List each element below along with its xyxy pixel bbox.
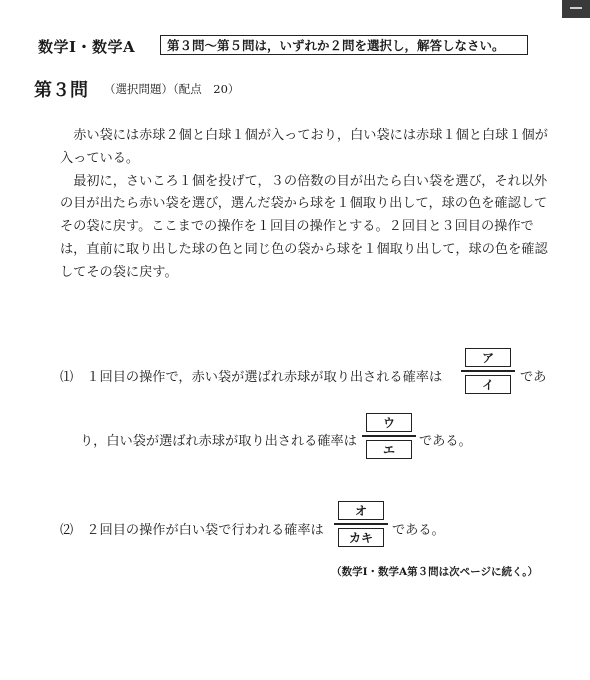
fraction-o-kaki — [338, 501, 384, 547]
paragraph-2: 最初に，さいころ１個を投げて，３の倍数の目が出たら白い袋を選び，それ以外の目が出たら赤い袋を選び，選んだ袋から球を１個取り出して，球の色を確認してその袋に戻す。ここまでの操作を１回目の操作とする。２回目と３回目の操作では，直前に取り出した球の色と同じ色の袋から球を１個取り出して，球の色を確認してその袋に戻す。 — [60, 173, 548, 280]
answer-box-i[interactable]: イ — [465, 375, 511, 394]
fraction-bar — [362, 435, 416, 437]
continued-note: （数学Ⅰ・数学A第３問は次ページに続く。） — [331, 566, 538, 578]
part1-line2-end: である。 — [419, 434, 472, 449]
part1-line2: り，白い袋が選ばれ赤球が取り出される確率は — [80, 434, 357, 449]
answer-box-o[interactable]: オ — [338, 501, 384, 520]
answer-box-u[interactable]: ウ — [366, 413, 412, 432]
part1-line1: ⑴ １回目の操作で，赤い袋が選ばれ赤球が取り出される確率は — [60, 370, 443, 385]
fraction-a-i — [465, 348, 511, 394]
fraction-bar — [334, 523, 388, 525]
fraction-u-e — [366, 413, 412, 459]
question-subtitle: （選択問題）（配点 20） — [104, 82, 240, 96]
answer-box-e[interactable]: エ — [366, 440, 412, 459]
part2-line: ⑵ ２回目の操作が白い袋で行われる確率は — [60, 523, 324, 538]
answer-box-a[interactable]: ア — [465, 348, 511, 367]
part2-line-end: である。 — [392, 523, 445, 538]
answer-box-kaki[interactable]: カキ — [338, 528, 384, 547]
problem-statement — [60, 125, 556, 285]
part1-line1-end: であ — [520, 370, 547, 385]
paragraph-1: 赤い袋には赤球２個と白球１個が入っており，白い袋には赤球１個と白球１個が入っている。 — [60, 128, 548, 166]
fraction-bar — [461, 370, 515, 372]
subject-title: 数学Ⅰ・数学A — [38, 38, 136, 56]
selection-notice: 第３問～第５問は，いずれか２問を選択し，解答しなさい。 — [160, 35, 528, 55]
window-corner-button[interactable] — [562, 0, 590, 18]
question-title: 第３問 — [34, 80, 88, 101]
